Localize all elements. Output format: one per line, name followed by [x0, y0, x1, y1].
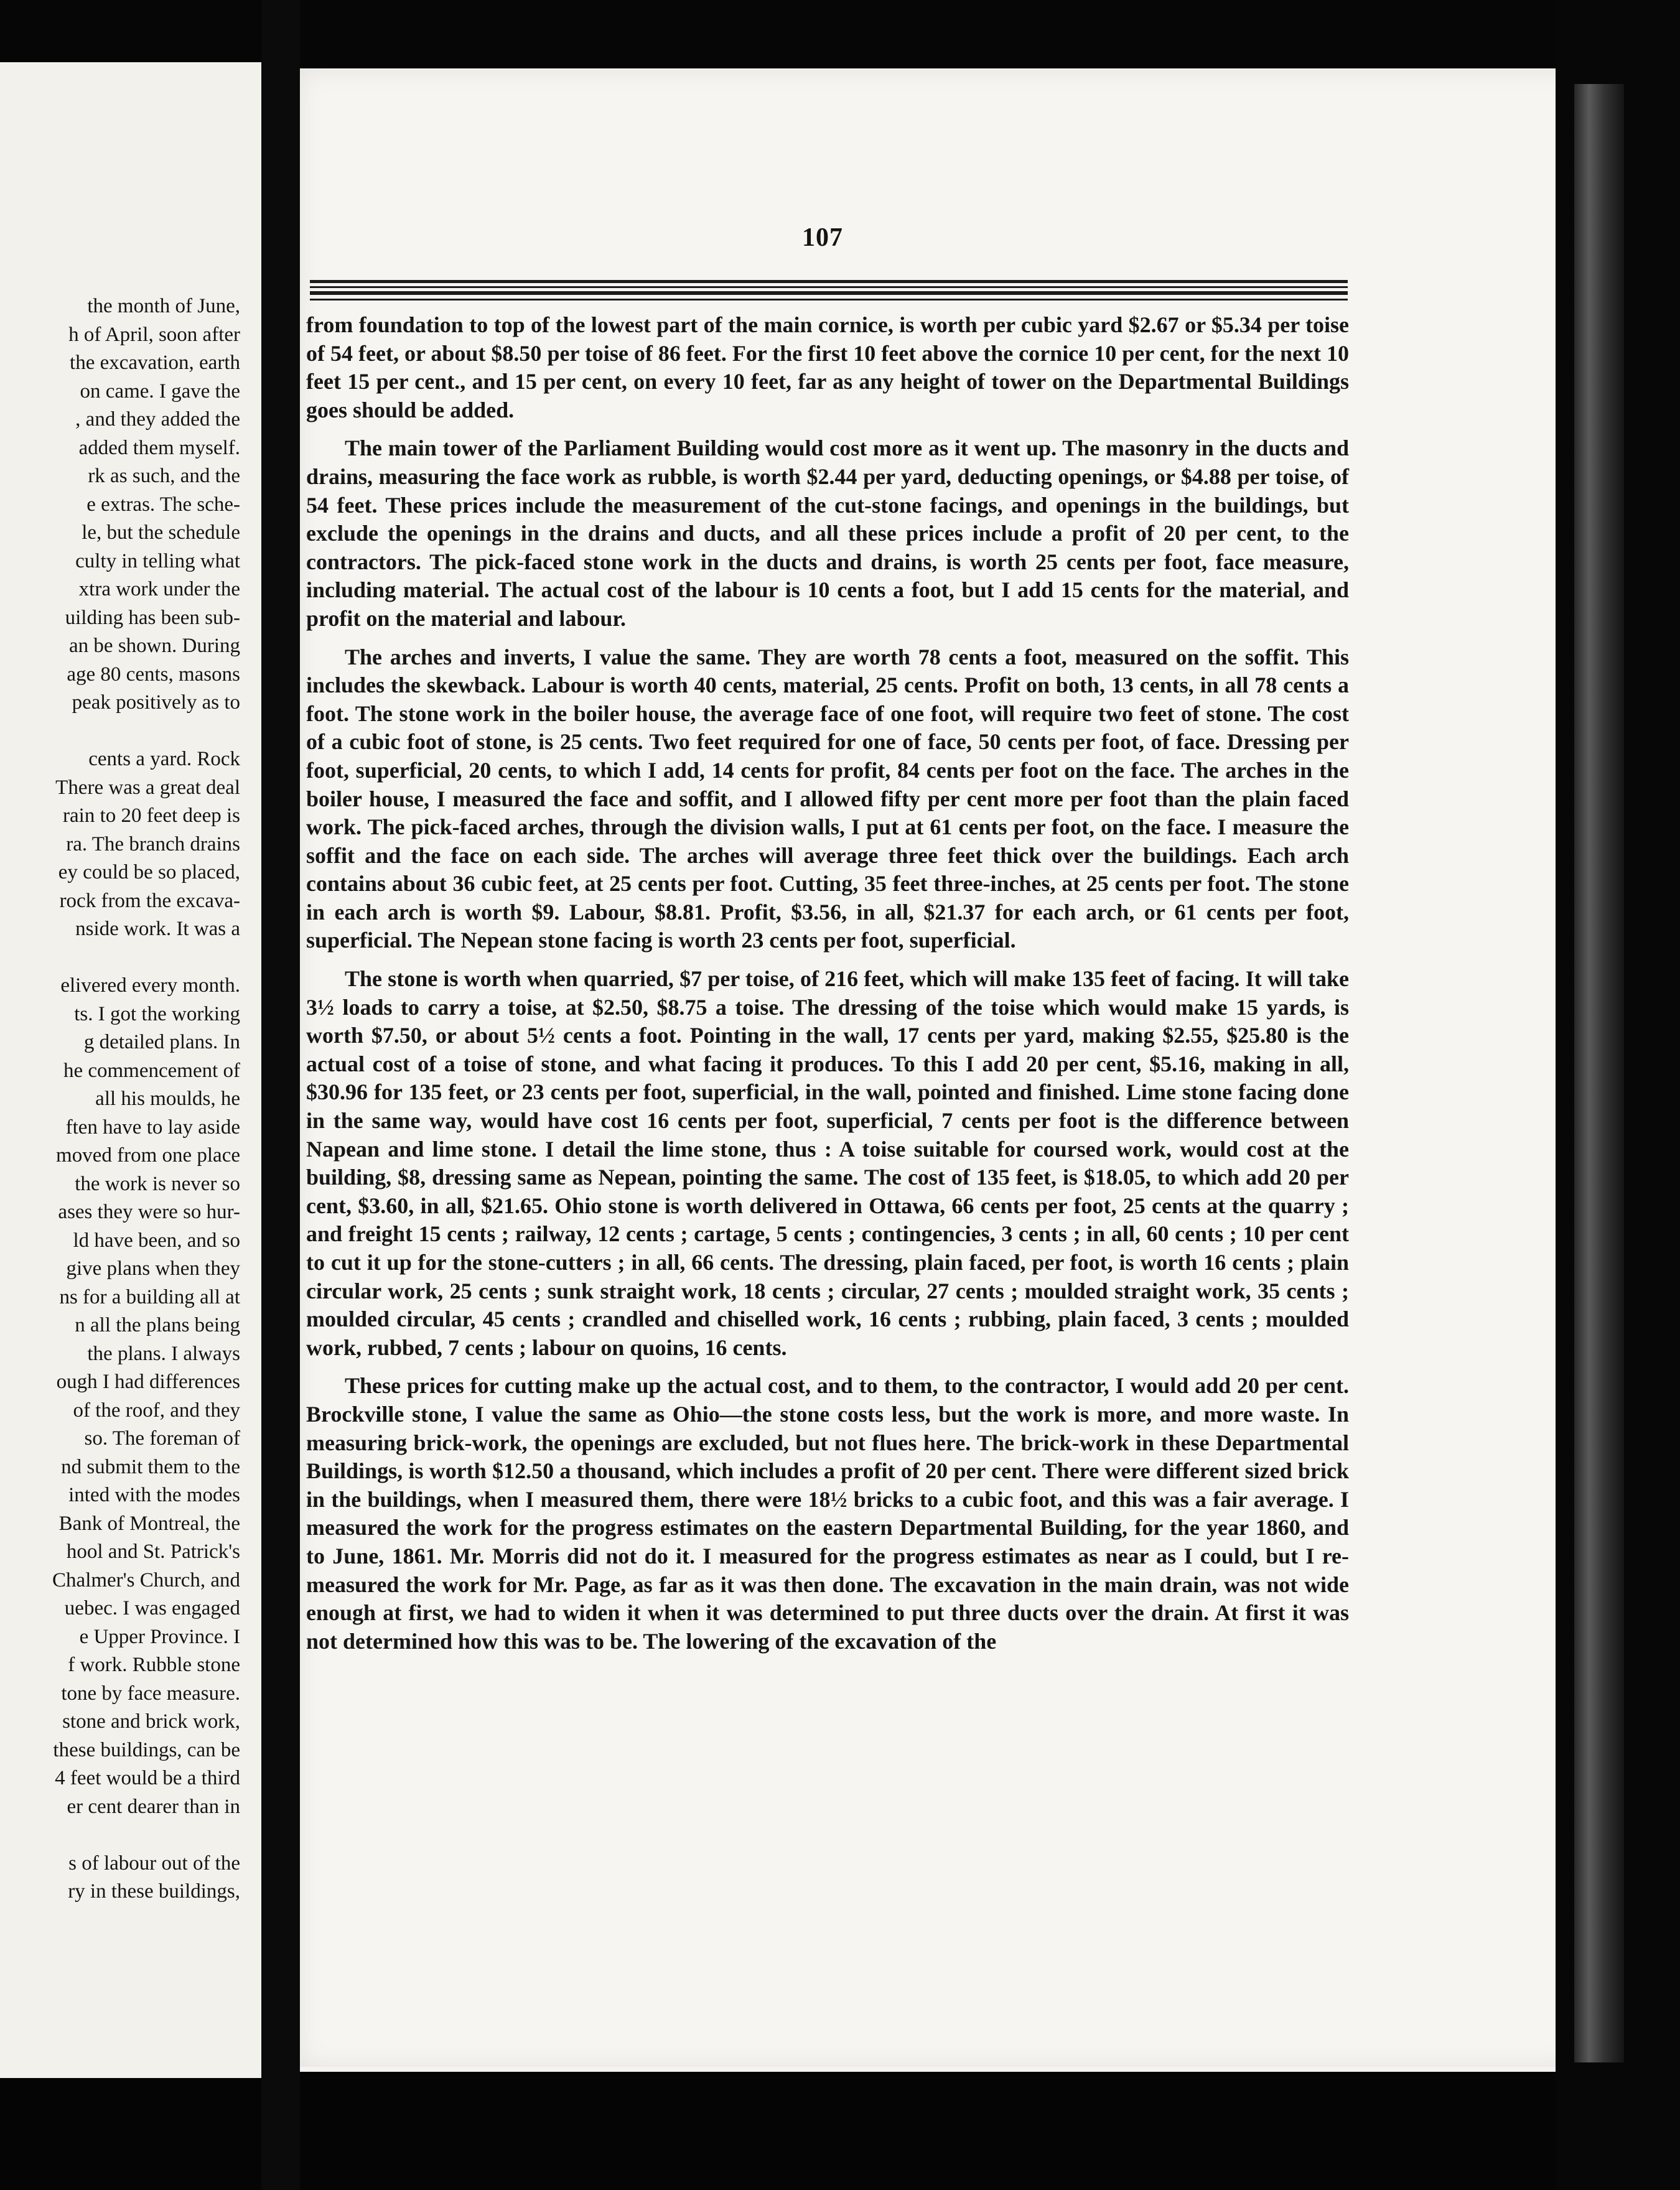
left-page-line: cents a yard. Rock: [88, 748, 240, 770]
left-page-line: ld have been, and so: [73, 1229, 240, 1252]
left-page-line: f work. Rubble stone: [68, 1654, 240, 1676]
book-gutter: [261, 0, 300, 2190]
left-page-line: culty in telling what: [75, 549, 240, 572]
paragraph: The stone is worth when quarried, $7 per toise, of 216 feet, which will make 135 feet of facing. It will take 3½ loads to carry a toise, at $2.50, $8.75 a toise. The dressing of the toise which would make 15 yards, is worth $7.50, or about 5½ cents a foot. Pointing in the wall, 17 cents per yard, making $2.55, $25.80 is the actual cost of a toise of stone, and what facing it produces. To this I add 20 per cent, $5.16, making in all, $30.96 for 135 feet, or 23 cents per foot, superficial, in the wall, pointed and finished. Lime stone facing done in the same way, would have cost 16 cents per foot, superficial, 7 cents per foot is the difference between Napean and lime stone. I detail the lime stone, thus : A toise suitable for coursed work, would cost at the building, $8, dressing same as Nepean, pointing the same. The cost of 135 feet, is $18.05, to which add 20 per cent, $3.60, in all, $21.65. Ohio stone is worth delivered in Ottawa, 66 cents per foot, 25 cents at the quarry ; and freight 15 cents ; railway, 12 cents ; cartage, 5 cents ; contingencies, 3 cents ; in all, 60 cents ; 10 per cent to cut it up for the stone-cutters ; in all, 66 cents. The dressing, plain faced, per foot, is worth 16 cents ; plain circular work, 25 cents ; sunk straight work, 18 cents ; circular, 27 cents ; moulded straight work, 35 cents ; moulded circular, 45 cents ; crandled and chiselled work, 16 cents ; rubbing, plain faced, 3 cents ; moulded work, rubbed, 7 cents ; labour on quoins, 16 cents.: [306, 966, 1349, 1360]
left-page-line: e Upper Province. I: [79, 1625, 240, 1648]
left-page-line: ey could be so placed,: [58, 861, 240, 883]
left-page-line: all his moulds, he: [95, 1088, 240, 1110]
left-page-line: ften have to lay aside: [65, 1116, 240, 1139]
left-page-line: Chalmer's Church, and: [52, 1568, 240, 1591]
paragraph: These prices for cutting make up the actual cost, and to them, to the contractor, I would add 20 per cent. Brockville stone, I value the same as Ohio—the stone costs less, but the work is more, and more waste. In measuring brick-work, the openings are excluded, but not flues here. The brick-work in these Departmental Buildings, is worth $12.50 a thousand, which includes a profit of 20 per cent. There were different sized brick in the buildings, when I measured them, there were 18½ bricks to a cubic foot, and this was a fair average. I measured the work for the progress estimates on the eastern Departmental Building, for the year 1860, and to June, 1861. Mr. Morris did not do it. I measured for the progress estimates as near as I could, but I re-measured the work for Mr. Page, as far as it was then done. The excavation in the main drain, was not wide enough at first, we had to widen it when it was determined to put three ducts over the drain. At first it was not determined how this was to be. The lowering of the excavation of the: [306, 1373, 1349, 1654]
left-page-line: ases they were so hur-: [58, 1201, 240, 1223]
left-page-line: age 80 cents, masons: [67, 663, 240, 686]
left-page-line: uilding has been sub-: [65, 606, 240, 629]
left-page-line: er cent dearer than in: [67, 1795, 240, 1818]
left-page-text-column: [0, 292, 240, 1906]
left-page-line: on came. I gave the: [80, 380, 240, 403]
left-page-line: tone by face measure.: [61, 1682, 240, 1705]
left-page-line: ts. I got the working: [74, 1002, 240, 1025]
left-page-line: an be shown. During: [69, 635, 240, 657]
paragraph: from foundation to top of the lowest part of the main cornice, is worth per cubic yard $2.67 or $5.34 per toise of 54 feet, or about $8.50 per toise of 86 feet. For the first 10 feet above the cornice 10 per cent, for the next 10 feet 15 per cent., and 15 per cent, on every 10 feet, far as any height of tower on the Departmental Buildings goes should be added.: [306, 312, 1349, 422]
page-stack-edge: [1574, 84, 1624, 2062]
left-page-line: rock from the excava-: [59, 889, 240, 912]
left-page-line: peak positively as to: [72, 691, 240, 714]
left-page-line: Bank of Montreal, the: [58, 1512, 240, 1535]
left-page-line: uebec. I was engaged: [64, 1597, 240, 1619]
left-page-line: g detailed plans. In: [83, 1031, 240, 1053]
left-page-line: e extras. The sche-: [86, 493, 240, 516]
header-rule: [310, 280, 1348, 283]
paragraph: The main tower of the Parliament Building would cost more as it went up. The masonry in the ducts and drains, measuring the face work as rubble, is worth $2.44 per yard, deducting openings, or $4.88 per toise, of 54 feet. These prices include the measurement of the cut-stone facings, and openings in the buildings, but exclude the openings in the drains and ducts, and all these prices include a profit of 20 per cent, to the contractors. The pick-faced stone work in the ducts and drains, is worth 25 cents per foot, face measure, including material. The actual cost of the labour is 10 cents a foot, but I add 15 cents for the material, and profit on the material and labour.: [306, 436, 1349, 631]
left-page-line: , and they added the: [75, 408, 240, 431]
left-page-line: hool and St. Patrick's: [66, 1540, 240, 1563]
left-page-line: ry in these buildings,: [68, 1880, 240, 1903]
left-page-line: elivered every month.: [60, 974, 240, 997]
left-page-line: nd submit them to the: [61, 1455, 240, 1478]
left-page-line: give plans when they: [66, 1257, 240, 1280]
left-page-line: the month of June,: [87, 295, 240, 317]
left-page-line: ra. The branch drains: [66, 832, 240, 855]
left-page-line: so. The foreman of: [84, 1427, 240, 1450]
left-page-line: rain to 20 feet deep is: [63, 804, 240, 827]
left-page-line: inted with the modes: [68, 1484, 240, 1506]
header-rule: [310, 291, 1348, 295]
left-page-line: ns for a building all at: [59, 1285, 240, 1308]
left-page-line: moved from one place: [56, 1144, 240, 1167]
left-page-line: [0, 1821, 240, 1850]
left-page-line: of the roof, and they: [73, 1399, 240, 1422]
left-page-line: the excavation, earth: [70, 352, 240, 374]
scan-background-top: [0, 0, 1680, 68]
left-page-line: n all the plans being: [75, 1314, 240, 1336]
left-page-line: these buildings, can be: [53, 1738, 240, 1761]
header-rule: [310, 286, 1348, 288]
left-page-line: ough I had differences: [56, 1371, 240, 1393]
left-page-line: h of April, soon after: [68, 323, 240, 346]
header-rule: [310, 299, 1348, 301]
left-page-line: 4 feet would be a third: [55, 1767, 240, 1789]
left-page-line: [0, 717, 240, 746]
left-page-line: xtra work under the: [78, 578, 240, 600]
left-page-line: s of labour out of the: [68, 1852, 240, 1875]
left-page-line: nside work. It was a: [75, 918, 240, 940]
paragraph: The arches and inverts, I value the same. They are worth 78 cents a foot, measured on the soffit. This includes the skewback. Labour is worth 40 cents, material, 25 cents. Profit on both, 13 cents, in all 78 cents a foot. The stone work in the boiler house, the average face of one foot, will require two feet of stone. The cost of a cubic foot of stone, is 25 cents. Two feet required for one of face, 50 cents per foot, of face. Dressing per foot, superficial, 20 cents, to which I add, 14 cents for profit, 84 cents per foot on the face. The arches in the boiler house, I measured the face and soffit, and I allowed fifty per cent more per foot than the plain faced work. The pick-faced arches, through the division walls, I put at 61 cents per foot, on the face. I measure the soffit and the face on each side. The arches will average three feet thick over the buildings. Each arch contains about 36 cubic feet, at 25 cents per foot. Cutting, 35 feet three-inches, at 25 cents per foot. The stone in each arch is worth $9. Labour, $8.81. Profit, $3.56, in all, $21.37 for each arch, or 61 cents per foot, superficial. The Nepean stone facing is worth 23 cents per foot, superficial.: [306, 644, 1349, 953]
left-page-line: [0, 944, 240, 972]
page-number: 107: [802, 223, 843, 252]
left-facing-page: [0, 62, 261, 2078]
left-page-line: rk as such, and the: [88, 465, 240, 487]
page-body-text: [306, 311, 1349, 1666]
left-page-line: he commencement of: [63, 1059, 240, 1082]
left-page-line: le, but the schedule: [82, 521, 240, 544]
left-page-line: the plans. I always: [87, 1342, 240, 1365]
left-page-line: added them myself.: [78, 436, 240, 459]
left-page-line: the work is never so: [75, 1172, 240, 1195]
left-page-line: There was a great deal: [55, 776, 240, 799]
scan-background-bottom: [0, 2072, 1680, 2190]
left-page-line: stone and brick work,: [62, 1710, 240, 1733]
